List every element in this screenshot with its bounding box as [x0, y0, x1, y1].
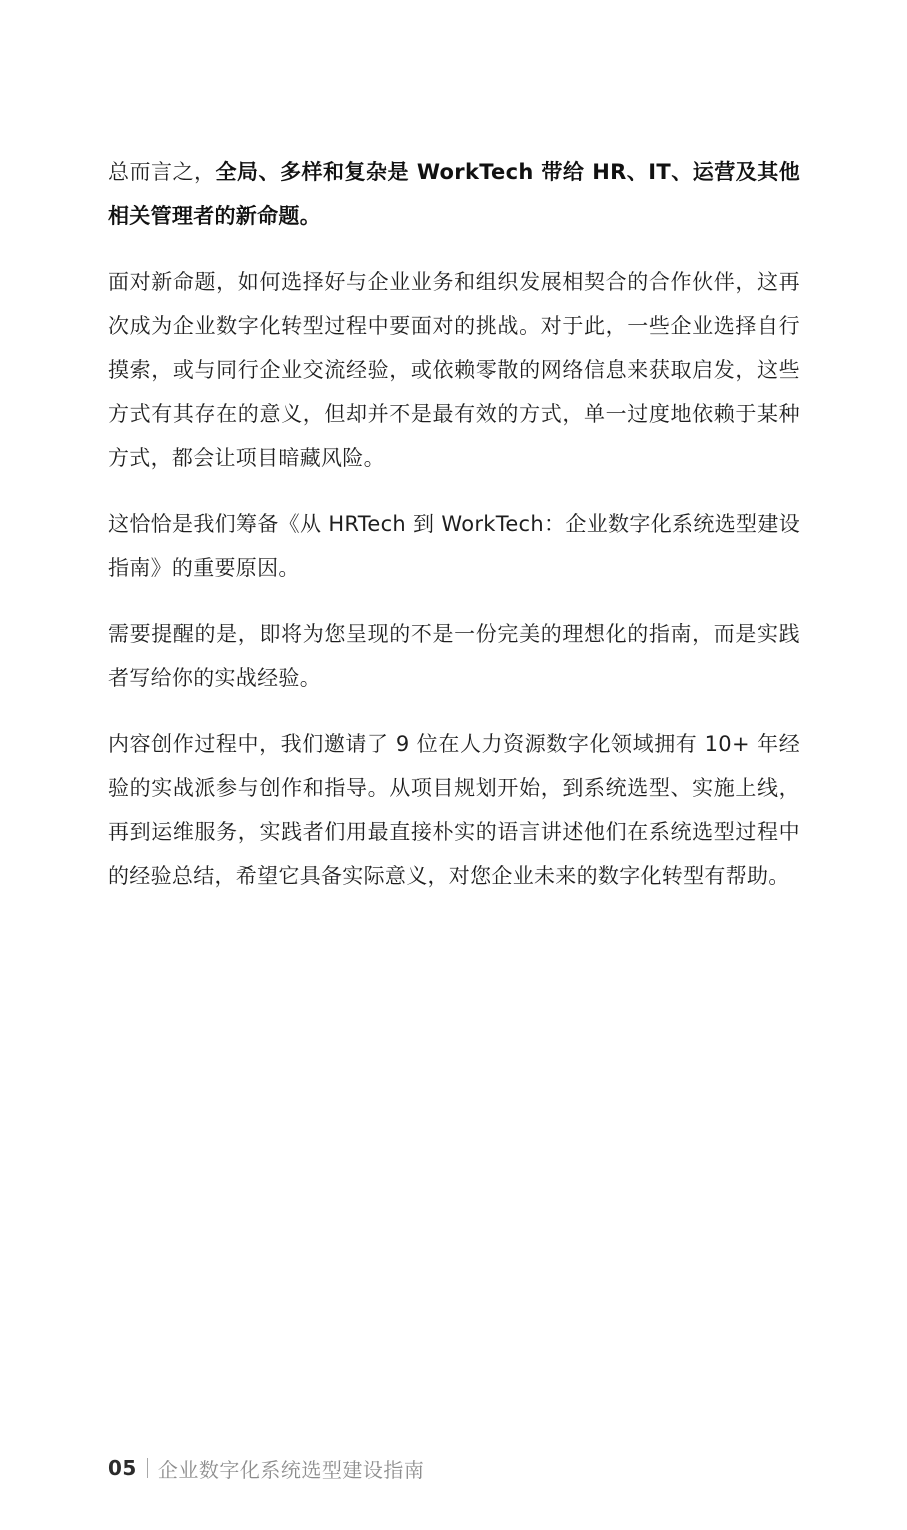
footer-divider	[147, 1458, 148, 1478]
paragraph-challenge: 面对新命题，如何选择好与企业业务和组织发展相契合的合作伙伴，这再次成为企业数字化转型过程中要面对的挑战。对于此，一些企业选择自行摸索，或与同行企业交流经验，或依赖零散的网络信息来获取启发，这些方式有其存在的意义，但却并不是最有效的方式，单一过度地依赖于某种方式，都会让项目暗藏风险。	[108, 270, 800, 470]
page-footer	[108, 1453, 424, 1483]
paragraph-summary-lead: 总而言之，	[108, 160, 216, 184]
body-content	[108, 150, 800, 920]
paragraph-summary	[108, 150, 800, 238]
paragraph-purpose: 这恰恰是我们筹备《从 HRTech 到 WorkTech：企业数字化系统选型建设指南》的重要原因。	[108, 512, 800, 580]
paragraph-contributors: 内容创作过程中，我们邀请了 9 位在人力资源数字化领域拥有 10+ 年经验的实战派参与创作和指导。从项目规划开始，到系统选型、实施上线，再到运维服务，实践者们用最直接朴实的语言讲述他们在系统选型过程中的经验总结，希望它具备实际意义，对您企业未来的数字化转型有帮助。	[108, 732, 800, 888]
paragraph-summary-emphasis: 全局、多样和复杂是 WorkTech 带给 HR、IT、运营及其他相关管理者的新命题。	[108, 160, 801, 228]
footer-document-title: 企业数字化系统选型建设指南	[157, 1457, 425, 1482]
paragraph-reminder: 需要提醒的是，即将为您呈现的不是一份完美的理想化的指南，而是实践者写给你的实战经验。	[108, 622, 800, 690]
page-number: 05	[108, 1456, 137, 1480]
